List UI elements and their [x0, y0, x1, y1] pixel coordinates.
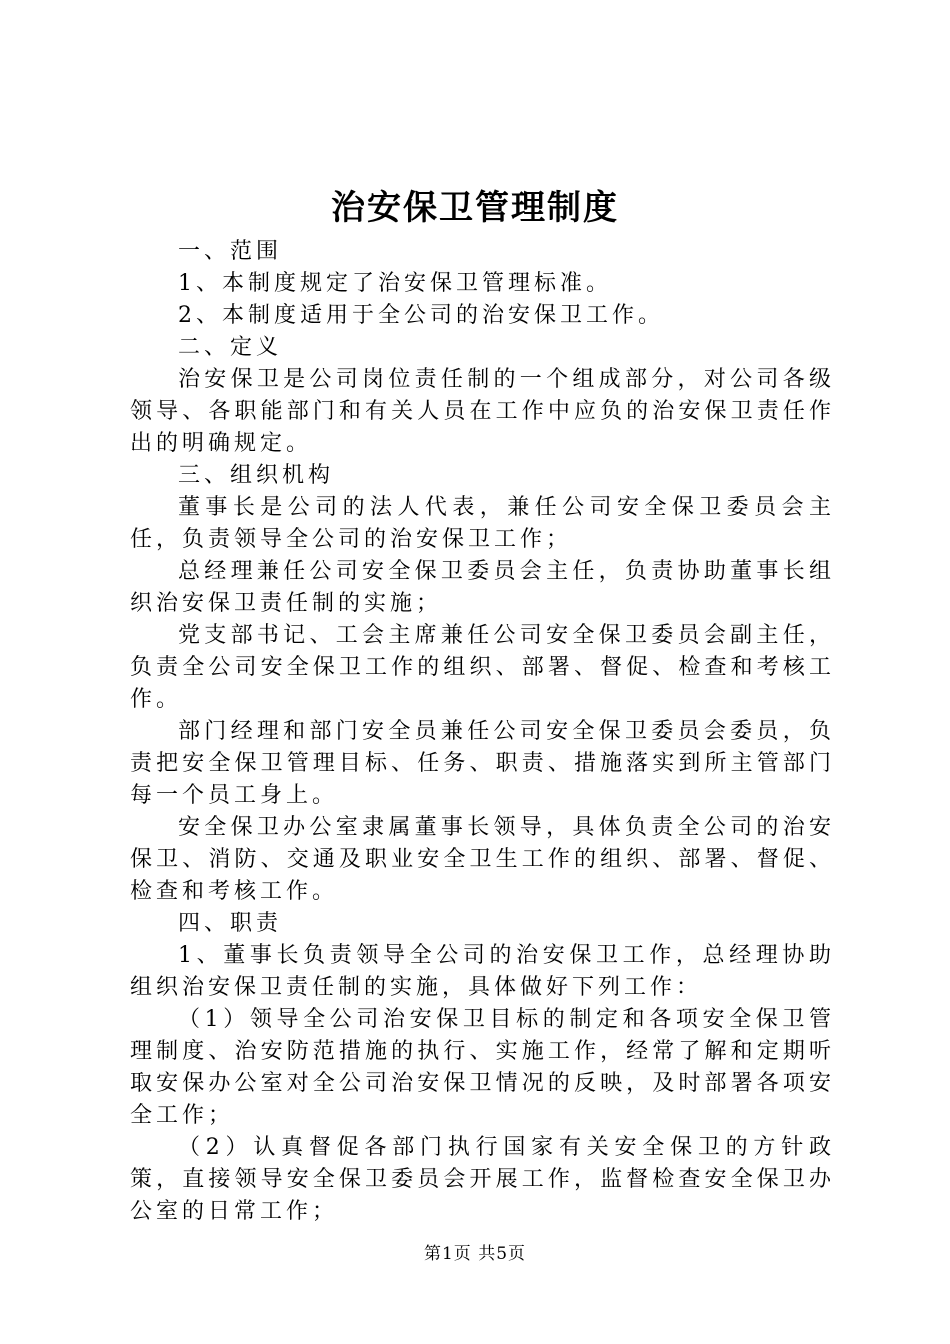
- paragraph-duty-1-item-2: （2）认真督促各部门执行国家有关安全保卫的方针政策，直接领导安全保卫委员会开展工作，监督检查安全保卫办公室的日常工作；: [130, 1135, 835, 1224]
- paragraph-security-office: 安全保卫办公室隶属董事长领导，具体负责全公司的治安保卫、消防、交通及职业安全卫生工作的组织、部署、督促、检查和考核工作。: [130, 815, 835, 904]
- page-footer: 第1页 共5页: [423, 1244, 527, 1264]
- section-heading-duties: 四、职责: [178, 911, 283, 936]
- paragraph-scope-2: 2、本制度适用于全公司的治安保卫工作。: [178, 303, 664, 328]
- section-heading-definition: 二、定义: [178, 335, 283, 360]
- section-heading-scope: 一、范围: [178, 239, 283, 264]
- paragraph-party-secretary: 党支部书记、工会主席兼任公司安全保卫委员会副主任，负责全公司安全保卫工作的组织、部署、督促、检查和考核工作。: [130, 623, 835, 712]
- paragraph-duty-1: 1、董事长负责领导全公司的治安保卫工作，总经理协助组织治安保卫责任制的实施，具体做好下列工作：: [130, 943, 835, 1000]
- paragraph-scope-1: 1、本制度规定了治安保卫管理标准。: [178, 271, 612, 296]
- section-heading-organization: 三、组织机构: [178, 463, 335, 488]
- paragraph-general-manager: 总经理兼任公司安全保卫委员会主任，负责协助董事长组织治安保卫责任制的实施；: [130, 559, 835, 616]
- paragraph-department-manager: 部门经理和部门安全员兼任公司安全保卫委员会委员，负责把安全保卫管理目标、任务、职责、措施落实到所主管部门每一个员工身上。: [130, 719, 835, 808]
- document-body: [130, 236, 835, 1228]
- paragraph-definition: 治安保卫是公司岗位责任制的一个组成部分，对公司各级领导、各职能部门和有关人员在工作中应负的治安保卫责任作出的明确规定。: [130, 367, 835, 456]
- document-title: 治安保卫管理制度: [331, 188, 619, 228]
- paragraph-chairman: 董事长是公司的法人代表，兼任公司安全保卫委员会主任，负责领导全公司的治安保卫工作；: [130, 495, 835, 552]
- paragraph-duty-1-item-1: （1）领导全公司治安保卫目标的制定和各项安全保卫管理制度、治安防范措施的执行、实施工作，经常了解和定期听取安保办公室对全公司治安保卫情况的反映，及时部署各项安全工作；: [130, 1007, 835, 1128]
